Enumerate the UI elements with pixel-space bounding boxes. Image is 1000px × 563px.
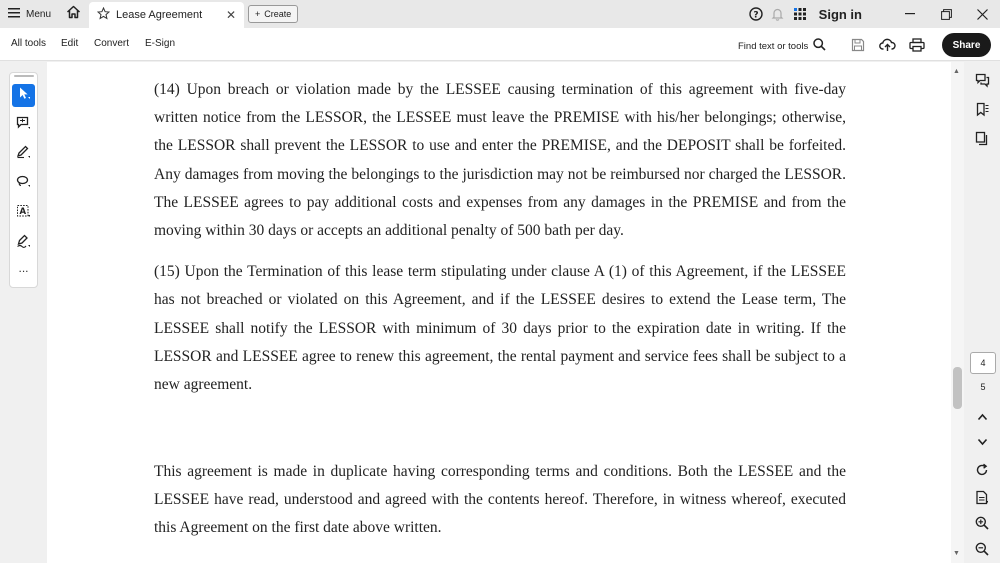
next-page-icon[interactable] — [972, 432, 992, 452]
apps-grid-icon[interactable] — [789, 0, 811, 28]
edit-menu[interactable]: Edit — [61, 38, 79, 49]
all-tools-menu[interactable]: All tools — [11, 38, 47, 49]
quick-tools-panel — [9, 72, 38, 288]
panel-grip[interactable] — [14, 75, 34, 77]
right-rail — [964, 62, 1000, 563]
vertical-scrollbar[interactable] — [951, 62, 964, 563]
help-icon[interactable] — [745, 0, 767, 28]
lasso-icon — [16, 174, 31, 193]
comment-icon — [16, 116, 31, 135]
total-pages-label: 5 — [980, 382, 986, 392]
plus-icon: + — [255, 9, 261, 19]
minimize-button[interactable] — [892, 0, 928, 28]
document-tab[interactable] — [89, 2, 244, 28]
home-button[interactable] — [62, 4, 84, 24]
closing-paragraph: This agreement is made in duplicate having corresponding terms and conditions. Both the LESSEE and the LESSEE have read, understood and agreed with the contents hereof. Therefore, in witness whereof, executed this Agreement on the first date above written. — [154, 463, 846, 537]
scrollbar-thumb[interactable] — [953, 367, 962, 409]
text-box-icon — [16, 204, 31, 223]
star-icon[interactable] — [97, 7, 110, 23]
scroll-up-arrow-icon[interactable]: ▲ — [953, 68, 960, 75]
menu-button[interactable] — [8, 4, 51, 24]
home-icon — [66, 5, 81, 24]
zoom-in-icon[interactable] — [972, 513, 992, 533]
current-page-input[interactable]: 4 — [970, 352, 996, 374]
signature-icon — [16, 234, 31, 253]
share-button[interactable]: Share — [942, 33, 991, 57]
scroll-down-arrow-icon[interactable]: ▼ — [953, 550, 960, 557]
restore-button[interactable] — [928, 0, 964, 28]
document-text — [154, 76, 846, 537]
draw-tool[interactable] — [12, 143, 35, 166]
comments-panel-icon[interactable] — [972, 70, 992, 90]
select-tool[interactable] — [12, 84, 35, 107]
clause-15-paragraph: (15) Upon the Termination of this lease term stipulating under clause A (1) of this Agreement, if the LESSEE has not breached or violated on this Agreement, and if the LESSEE desires to extend the Lease term, The LESSEE shall notify the LESSOR with minimum of 30 days prior to the expiration date in writing. If the LESSOR and LESSEE agree to renew this agreement, the rental payment and service fees shall be subject to a new agreement. — [154, 263, 846, 394]
svg-text:A: A — [19, 207, 27, 217]
convert-menu[interactable]: Convert — [94, 38, 130, 49]
signature-tool[interactable] — [12, 232, 35, 255]
esign-menu[interactable]: E-Sign — [145, 38, 176, 49]
select-cursor-icon — [17, 86, 31, 105]
save-icon[interactable] — [848, 35, 868, 55]
document-page — [47, 62, 951, 563]
previous-page-icon[interactable] — [972, 407, 992, 427]
draw-pencil-icon — [16, 145, 31, 164]
comment-tool[interactable] — [12, 114, 35, 137]
search-icon — [813, 38, 826, 54]
text-box-tool[interactable] — [12, 202, 35, 225]
rotate-icon[interactable] — [972, 460, 992, 480]
notification-bell-icon[interactable] — [767, 0, 789, 28]
more-tools-button[interactable]: ... — [18, 261, 29, 275]
create-label: Create — [264, 9, 292, 19]
bookmarks-panel-icon[interactable] — [972, 99, 992, 119]
hamburger-icon — [8, 8, 20, 21]
pages-panel-icon[interactable] — [972, 128, 992, 148]
close-tab-icon[interactable]: ✕ — [225, 8, 236, 22]
menu-label: Menu — [26, 8, 52, 20]
svg-text:?: ? — [753, 10, 759, 21]
lasso-tool[interactable] — [12, 172, 35, 195]
main-toolbar — [0, 28, 1000, 61]
sign-in-button[interactable]: Sign in — [818, 6, 862, 22]
find-text-button[interactable] — [738, 38, 826, 54]
cloud-upload-icon[interactable] — [877, 35, 897, 55]
tab-title: Lease Agreement — [116, 9, 203, 21]
title-bar — [0, 0, 1000, 28]
print-icon[interactable] — [907, 35, 927, 55]
page-document-icon[interactable] — [972, 487, 992, 507]
zoom-out-icon[interactable] — [972, 539, 992, 559]
clause-14-paragraph: (14) Upon breach or violation made by the LESSEE causing termination of this agreement with five-day written notice from the LESSOR, the LESSEE must leave the PREMISE with his/her belongings; otherwise, the LESSOR shall prevent the LESSOR to use and enter the PREMISE, and the DEPOSIT shall be forfeited. Any damages from moving the belongings to the jurisdiction may not be reimbursed nor charged the LESSOR. The LESSEE agrees to pay additional costs and expenses from any damages in the PREMISE and from the moving within 30 days or accepts an additional penalty of 500 bath per day. — [154, 81, 846, 240]
create-button[interactable] — [248, 5, 298, 23]
close-window-button[interactable] — [964, 0, 1000, 28]
find-text-label: Find text or tools — [738, 40, 809, 52]
